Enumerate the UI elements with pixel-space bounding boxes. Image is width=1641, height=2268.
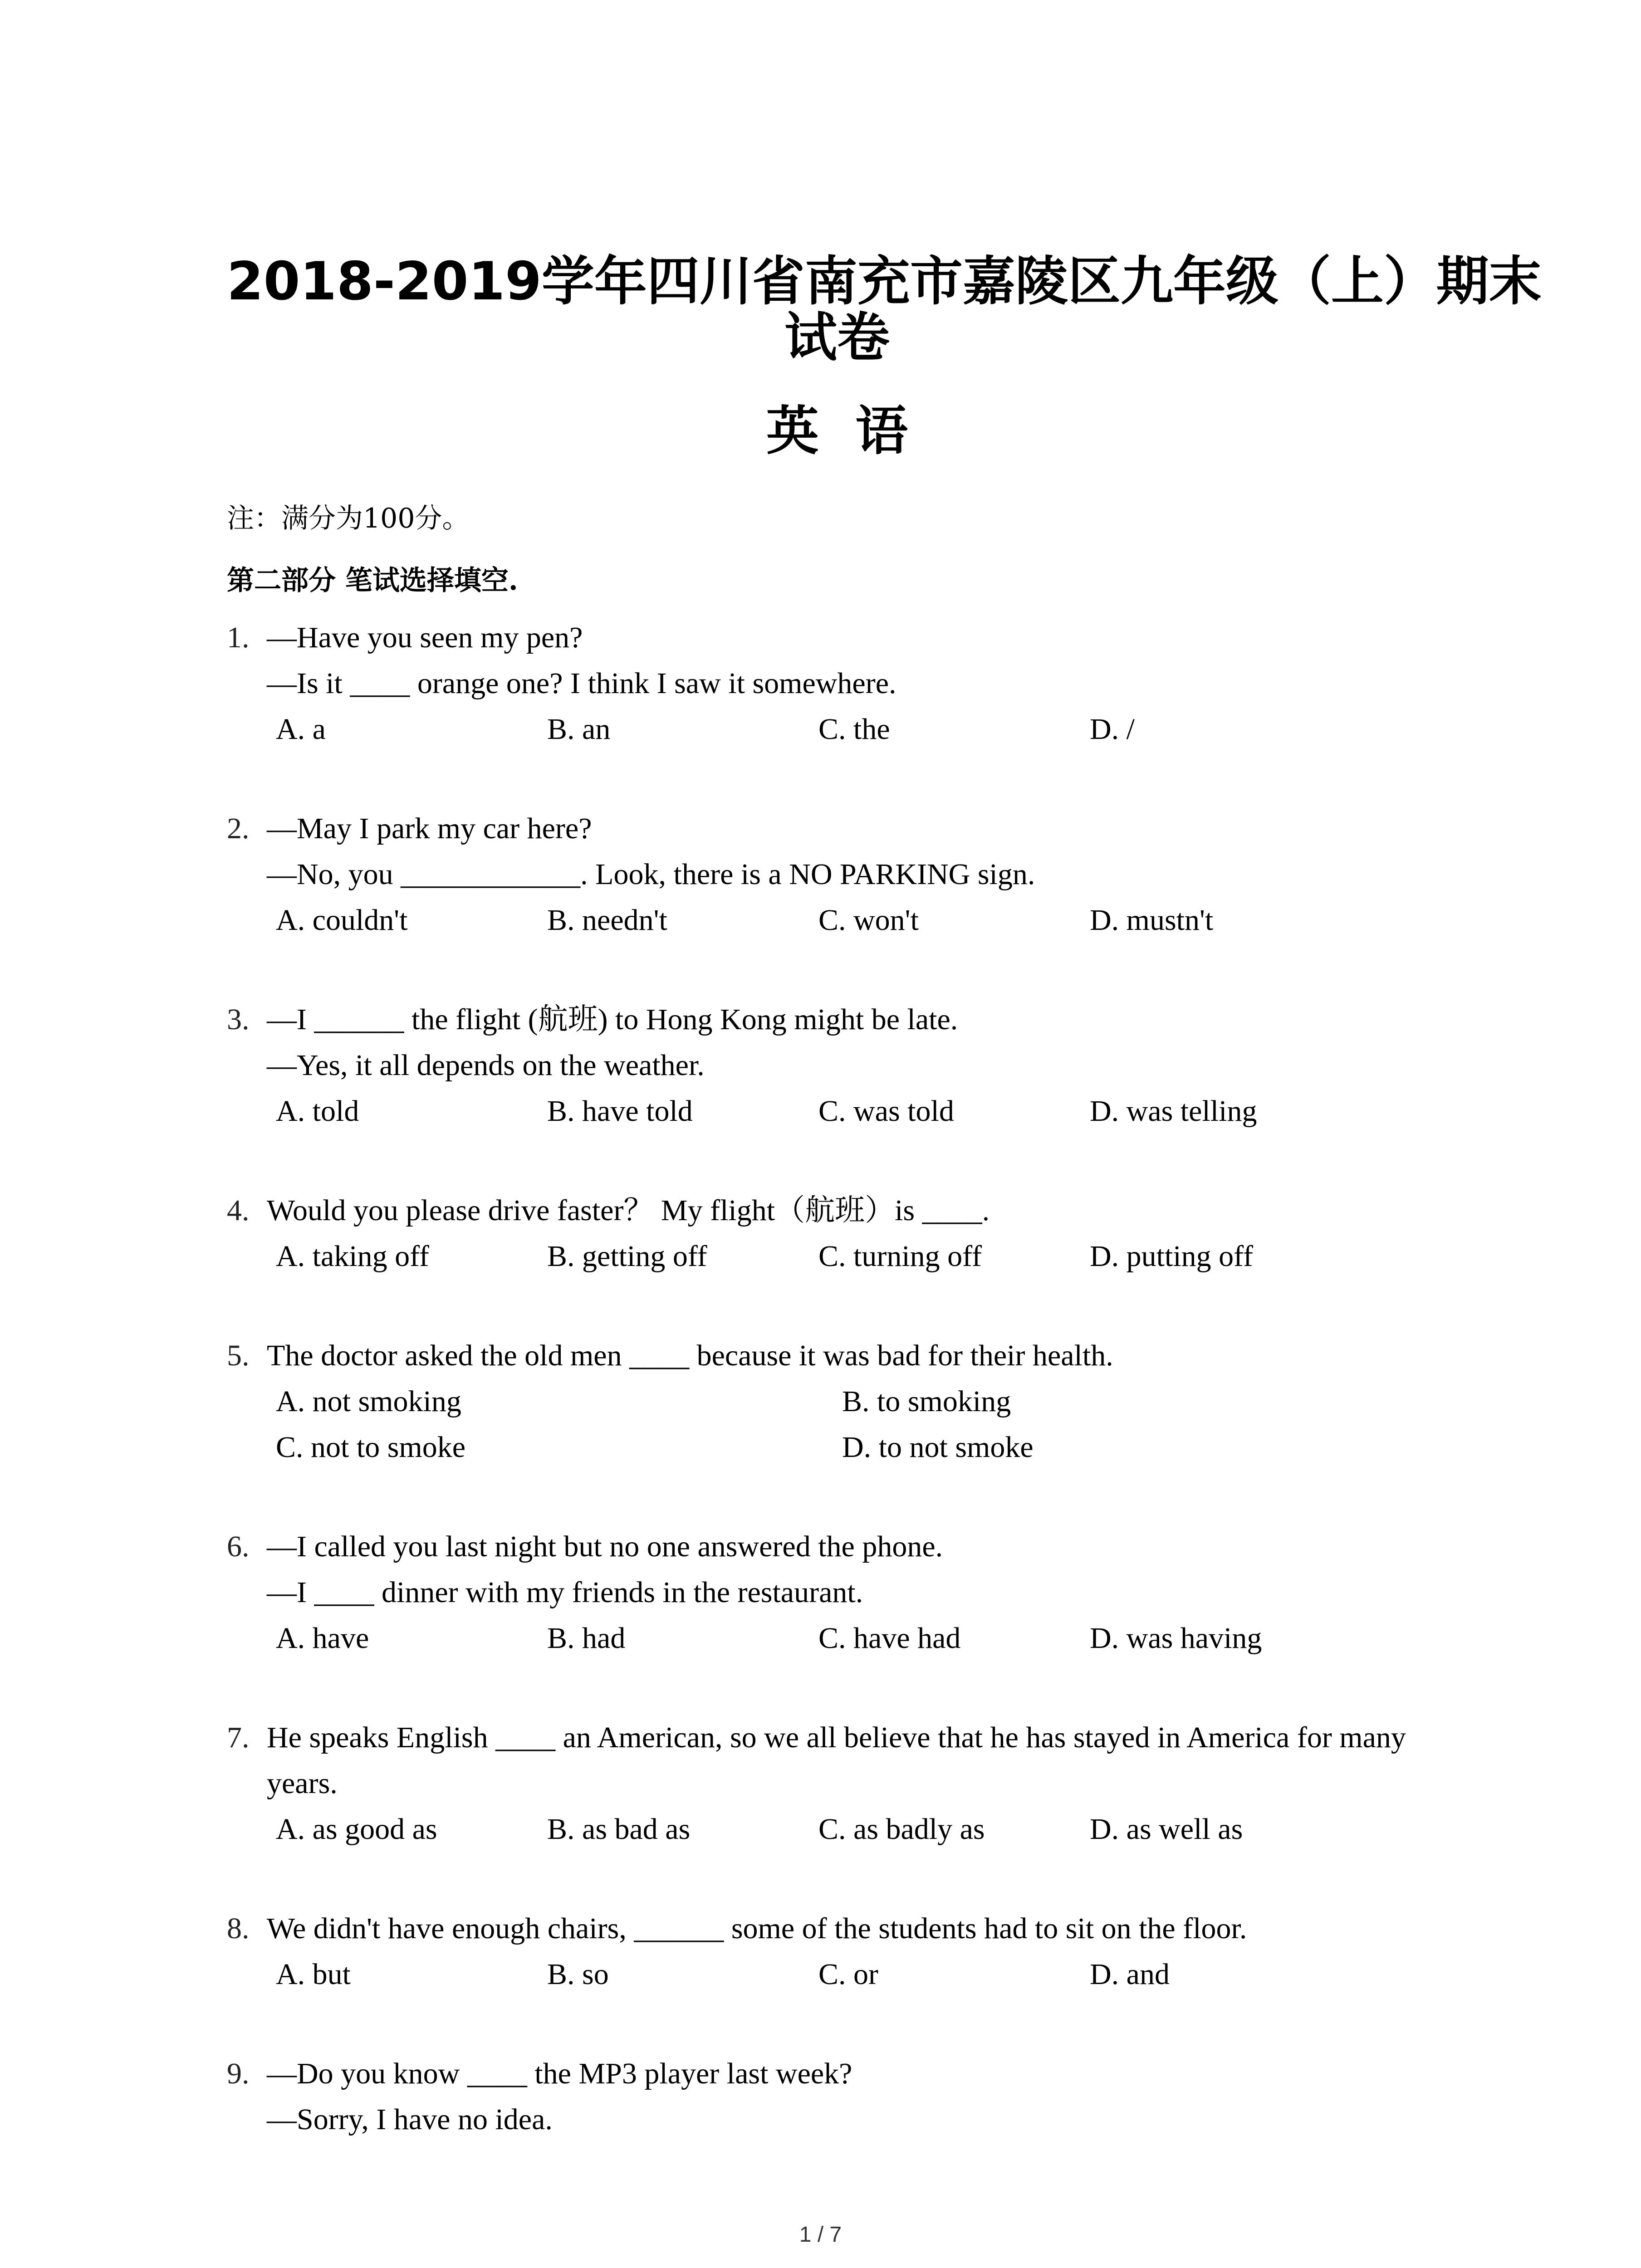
option-c: C. turning off	[818, 1240, 982, 1273]
question-text: —I ____ dinner with my friends in the restaurant.	[267, 1576, 863, 1609]
question-text: He speaks English ____ an American, so we all believe that he has stayed in America for many	[267, 1721, 1406, 1754]
options-row	[276, 1424, 1452, 1470]
question-text: —I ______ the flight (航班) to Hong Kong might be late.	[267, 1003, 958, 1036]
question-number: 6.	[227, 1530, 250, 1563]
question-line	[227, 997, 1452, 1042]
option-c: C. the	[818, 713, 890, 746]
question-1	[227, 615, 1452, 752]
question-line	[227, 1524, 1452, 1569]
question-text: The doctor asked the old men ____ because it was bad for their health.	[267, 1339, 1113, 1372]
question-7	[227, 1715, 1452, 1852]
question-line	[227, 1760, 1452, 1806]
question-number: 4.	[227, 1194, 250, 1227]
option-d: D. was telling	[1090, 1095, 1257, 1128]
option-b: B. have told	[547, 1095, 693, 1128]
question-number: 1.	[227, 621, 250, 654]
options-row	[276, 1088, 1452, 1134]
option-a: A. as good as	[276, 1813, 437, 1846]
option-a: A. taking off	[276, 1240, 429, 1273]
question-text: —No, you ____________. Look, there is a NO PARKING sign.	[267, 858, 1035, 891]
option-a: A. not smoking	[276, 1385, 461, 1418]
question-text: Would you please drive faster？ My flight（航班）is ____.	[267, 1194, 990, 1227]
question-text: —Do you know ____ the MP3 player last week?	[267, 2057, 852, 2090]
question-text: years.	[267, 1767, 338, 1800]
option-b: B. an	[547, 713, 611, 746]
question-8	[227, 1906, 1452, 1997]
subject-heading: 英 语	[766, 401, 908, 462]
option-d: D. as well as	[1090, 1813, 1243, 1846]
option-d: D. mustn't	[1090, 904, 1214, 937]
question-3	[227, 997, 1452, 1134]
option-a: A. couldn't	[276, 904, 408, 937]
question-number: 2.	[227, 812, 250, 845]
option-b: B. had	[547, 1622, 626, 1655]
option-c: C. not to smoke	[276, 1431, 466, 1464]
option-a: A. told	[276, 1095, 359, 1128]
question-text: —Is it ____ orange one? I think I saw it somewhere.	[267, 667, 896, 700]
option-a: A. have	[276, 1622, 369, 1655]
question-line	[227, 660, 1452, 706]
question-list	[227, 615, 1452, 2142]
score-note: 注：满分为100分。	[227, 503, 470, 534]
option-b: B. so	[547, 1958, 609, 1991]
options-row	[276, 897, 1452, 943]
question-text: —Yes, it all depends on the weather.	[267, 1049, 705, 1082]
question-line	[227, 1042, 1452, 1088]
question-text: —I called you last night but no one answered the phone.	[267, 1530, 943, 1563]
question-number: 3.	[227, 1003, 250, 1036]
question-number: 9.	[227, 2057, 250, 2090]
question-text: We didn't have enough chairs, ______ some of the students had to sit on the floor.	[267, 1912, 1247, 1945]
question-line	[227, 1569, 1452, 1615]
question-line	[227, 1906, 1452, 1951]
question-line	[227, 615, 1452, 660]
question-9	[227, 2051, 1452, 2142]
question-line	[227, 2097, 1452, 2142]
option-d: D. to not smoke	[842, 1431, 1034, 1464]
question-5	[227, 1333, 1452, 1470]
option-d: D. was having	[1090, 1622, 1262, 1655]
section-heading: 第二部分 笔试选择填空.	[227, 565, 518, 596]
question-text: —Sorry, I have no idea.	[267, 2103, 553, 2136]
question-line	[227, 806, 1452, 851]
options-row	[276, 706, 1452, 752]
question-6	[227, 1524, 1452, 1661]
title-line-1: 2018-2019学年四川省南充市嘉陵区九年级（上）期末	[227, 251, 1542, 312]
title-line-2: 试卷	[784, 307, 890, 368]
question-text: —Have you seen my pen?	[267, 621, 583, 654]
question-line	[227, 2051, 1452, 2097]
option-c: C. won't	[818, 904, 919, 937]
option-b: B. getting off	[547, 1240, 707, 1273]
question-line	[227, 851, 1452, 897]
question-4	[227, 1188, 1452, 1279]
option-b: B. as bad as	[547, 1813, 691, 1846]
option-a: A. a	[276, 713, 326, 746]
question-number: 8.	[227, 1912, 250, 1945]
page-indicator: 1 / 7	[799, 2223, 842, 2247]
options-row	[276, 1378, 1452, 1424]
option-c: C. as badly as	[818, 1813, 985, 1846]
option-b: B. to smoking	[842, 1385, 1011, 1418]
question-text: —May I park my car here?	[267, 812, 592, 845]
options-row	[276, 1615, 1452, 1661]
question-line	[227, 1188, 1452, 1233]
option-b: B. needn't	[547, 904, 667, 937]
question-line	[227, 1715, 1452, 1760]
option-c: C. have had	[818, 1622, 961, 1655]
question-line	[227, 1333, 1452, 1378]
options-row	[276, 1233, 1452, 1279]
options-row	[276, 1806, 1452, 1852]
option-d: D. putting off	[1090, 1240, 1253, 1273]
document-title	[227, 251, 1542, 368]
question-number: 7.	[227, 1721, 250, 1754]
option-c: C. was told	[818, 1095, 954, 1128]
option-d: D. /	[1090, 713, 1135, 746]
option-d: D. and	[1090, 1958, 1170, 1991]
question-number: 5.	[227, 1339, 250, 1372]
option-a: A. but	[276, 1958, 351, 1991]
option-c: C. or	[818, 1958, 878, 1991]
options-row	[276, 1951, 1452, 1997]
question-2	[227, 806, 1452, 943]
